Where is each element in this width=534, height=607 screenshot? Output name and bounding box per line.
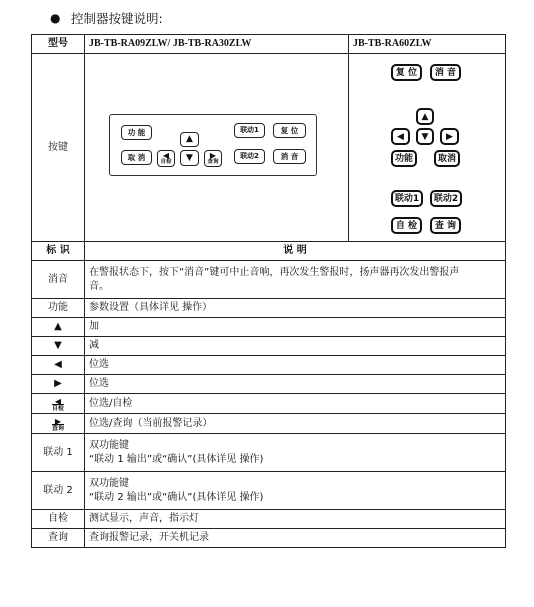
left-arrow-icon: ◀ xyxy=(54,397,62,406)
row-label: 联动 2 xyxy=(32,472,85,510)
row-desc: 位选/查询（当前报警记录） xyxy=(85,414,506,434)
table-row xyxy=(32,472,506,510)
table-row xyxy=(32,414,506,434)
model-row xyxy=(32,35,506,54)
link2-key: 联动2 xyxy=(234,149,265,164)
up-button: ▲ xyxy=(416,108,434,125)
up-arrow-icon: ▲ xyxy=(32,318,85,337)
query-button: 查 询 xyxy=(430,217,461,234)
row-label: 自检 xyxy=(32,510,85,529)
row-desc: 位选/自检 xyxy=(85,394,506,414)
down-button: ▼ xyxy=(416,128,434,145)
table-row xyxy=(32,394,506,414)
silence-key: 消 音 xyxy=(273,149,306,164)
row-label: ◀ 自检 xyxy=(32,394,85,414)
link1-key: 联动1 xyxy=(234,123,265,138)
left-arrow-icon: ◀ xyxy=(32,356,85,375)
table-row xyxy=(32,356,506,375)
row-label: 查询 xyxy=(32,529,85,548)
table-row xyxy=(32,375,506,394)
key-spec-table xyxy=(31,34,506,548)
controller-panel-a xyxy=(109,114,317,176)
panel-b-cell xyxy=(349,54,506,242)
up-key: ▲ xyxy=(180,132,199,147)
row-desc: 加 xyxy=(85,318,506,337)
table-row xyxy=(32,510,506,529)
func-key: 功 能 xyxy=(121,125,152,140)
left-selftest-key: ◀ 自检 xyxy=(157,150,175,167)
table-row xyxy=(32,529,506,548)
row-label: ▶ 查询 xyxy=(32,414,85,434)
left-button: ◀ xyxy=(391,128,410,145)
right-button: ▶ xyxy=(440,128,459,145)
row-desc: 在警报状态下，按下“消音”键可中止音响，再次发生警报时，扬声器再次发出警报声 音。 xyxy=(85,261,506,299)
row-desc: 位选 xyxy=(85,375,506,394)
model-label: 型号 xyxy=(32,35,85,54)
silence-button: 消 音 xyxy=(430,64,461,81)
keys-row xyxy=(32,54,506,242)
table-row xyxy=(32,261,506,299)
row-label: 消音 xyxy=(32,261,85,299)
row-label: 联动 1 xyxy=(32,434,85,472)
table-header-row xyxy=(32,242,506,261)
reset-key: 复 位 xyxy=(273,123,306,138)
table-row xyxy=(32,318,506,337)
down-key: ▼ xyxy=(180,150,199,166)
bullet-icon: ● xyxy=(50,11,61,25)
row-desc: 位选 xyxy=(85,356,506,375)
section-title: 控制器按键说明: xyxy=(71,11,163,26)
right-query-key: ▶ 查询 xyxy=(204,150,222,167)
table-row xyxy=(32,337,506,356)
section-heading xyxy=(50,9,163,27)
table-row xyxy=(32,299,506,318)
col-label-header: 标 识 xyxy=(32,242,85,261)
right-arrow-icon: ▶ xyxy=(209,150,217,160)
cancel-key: 取 消 xyxy=(121,150,152,165)
link1-button: 联动1 xyxy=(391,190,423,207)
row-label: 功能 xyxy=(32,299,85,318)
keys-label: 按键 xyxy=(32,54,85,242)
func-button: 功能 xyxy=(391,150,417,167)
right-arrow-icon: ▶ xyxy=(32,375,85,394)
col-desc-header: 说 明 xyxy=(85,242,506,261)
panel-a-cell xyxy=(85,54,349,242)
left-arrow-icon: ◀ xyxy=(162,150,170,160)
cancel-button: 取消 xyxy=(434,150,460,167)
row-desc: 减 xyxy=(85,337,506,356)
reset-button: 复 位 xyxy=(391,64,422,81)
model-b: JB-TB-RA60ZLW xyxy=(349,35,506,54)
row-desc: 双功能键 “联动 1 输出”或“确认”(具体详见 操作) xyxy=(85,434,506,472)
row-desc: 双功能键 “联动 2 输出”或“确认”(具体详见 操作) xyxy=(85,472,506,510)
down-arrow-icon: ▼ xyxy=(32,337,85,356)
link2-button: 联动2 xyxy=(430,190,462,207)
model-a: JB-TB-RA09ZLW/ JB-TB-RA30ZLW xyxy=(85,35,349,54)
row-desc: 参数设置（具体详见 操作） xyxy=(85,299,506,318)
row-desc: 测试显示，声音，指示灯 xyxy=(85,510,506,529)
selftest-button: 自 检 xyxy=(391,217,422,234)
right-arrow-icon: ▶ xyxy=(54,417,62,426)
table-row xyxy=(32,434,506,472)
row-desc: 查询报警记录，开关机记录 xyxy=(85,529,506,548)
